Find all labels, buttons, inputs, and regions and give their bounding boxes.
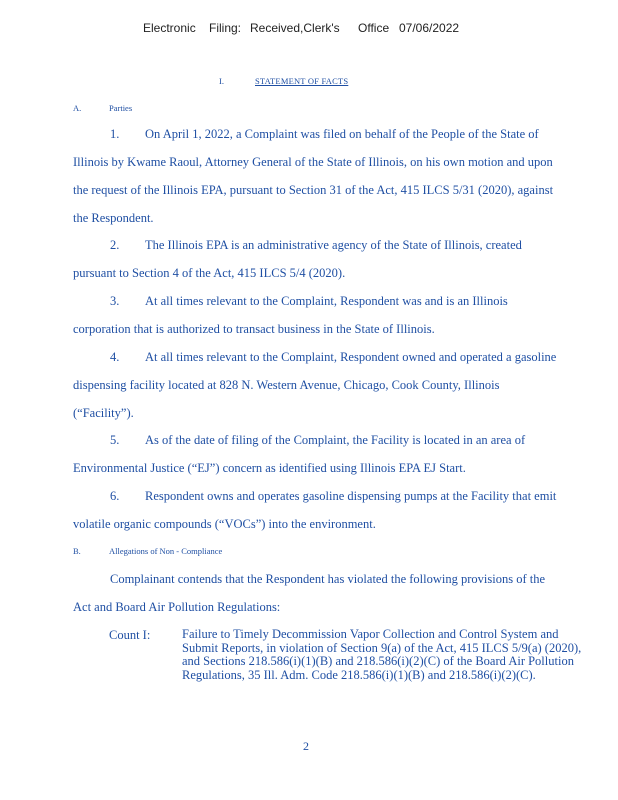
filing-date: 07/06/2022: [399, 21, 460, 35]
paragraph-line: the Respondent.: [73, 211, 154, 225]
page-number: 2: [303, 739, 309, 753]
paragraph-4: [73, 343, 585, 427]
paragraph-line: 3. At all times relevant to the Complaint, Respondent was and is an Illinois: [73, 287, 585, 315]
filing-word-received: Received,Clerk's: [250, 21, 340, 35]
paragraph-6: [73, 482, 585, 538]
paragraph-number: 2.: [110, 238, 120, 252]
paragraph-1: [73, 120, 585, 232]
paragraph-line: 5. As of the date of filing of the Complaint, the Facility is located in an area of: [73, 426, 585, 454]
filing-word-electronic: Electronic: [143, 21, 196, 35]
paragraph-5: [73, 426, 585, 482]
subsection-b-label: Allegations of Non - Compliance: [109, 546, 223, 556]
paragraph-3: [73, 287, 585, 343]
subsection-b-letter: B.: [73, 546, 81, 556]
paragraph-line: 2. The Illinois EPA is an administrative agency of the State of Illinois, created: [73, 231, 585, 259]
paragraph-number: 3.: [110, 294, 120, 308]
filing-word-office: Office: [358, 21, 390, 35]
paragraph-line: volatile organic compounds (“VOCs”) into the environment.: [73, 517, 376, 531]
paragraph-line: Illinois by Kwame Raoul, Attorney General of the State of Illinois, on his own motion and upon: [73, 155, 553, 169]
paragraph-line: (“Facility”).: [73, 406, 134, 420]
filing-word-filing: Filing:: [209, 21, 242, 35]
subsection-a-label: Parties: [109, 103, 133, 113]
paragraph-line: corporation that is authorized to transact business in the State of Illinois.: [73, 322, 435, 336]
filing-stamp-header: [143, 21, 463, 37]
count-label: Count I:: [109, 628, 151, 642]
subsection-a-letter: A.: [73, 103, 82, 113]
paragraph-line: Complainant contends that the Respondent has violated the following provisions of the: [110, 572, 545, 586]
paragraph-number: 5.: [110, 433, 120, 447]
paragraph-line: pursuant to Section 4 of the Act, 415 ILCS 5/4 (2020).: [73, 266, 346, 280]
paragraph-number: 4.: [110, 350, 120, 364]
paragraph-line: Environmental Justice (“EJ”) concern as identified using Illinois EPA EJ Start.: [73, 461, 466, 475]
paragraph-line: the request of the Illinois EPA, pursuant to Section 31 of the Act, 415 ILCS 5/31 (2020), against: [73, 183, 554, 197]
paragraph-line: Act and Board Air Pollution Regulations:: [73, 600, 281, 614]
count-description: Failure to Timely Decommission Vapor Collection and Control System and Submit Reports, in violation of Section 9(a) of the Act, 415 ILCS 5/9(a) (2020), and Sections 218.586(i)(1)(B) and 218.586(i)(2)(C) of the Board Air Pollution Regulations, 35 Ill. Adm. Code 218.586(i)(1)(B) and 218.586(i)(2)(C).: [182, 627, 582, 682]
paragraph-line: 6. Respondent owns and operates gasoline dispensing pumps at the Facility that emit: [73, 482, 585, 510]
paragraph-2: [73, 231, 585, 287]
paragraph-number: 1.: [110, 127, 120, 141]
allegations-intro: [73, 565, 585, 621]
section-title: STATEMENT OF FACTS: [255, 76, 349, 86]
paragraph-line: dispensing facility located at 828 N. Western Avenue, Chicago, Cook County, Illinois: [73, 378, 500, 392]
paragraph-number: 6.: [110, 489, 120, 503]
paragraph-line: 4. At all times relevant to the Complaint, Respondent owned and operated a gasoline: [73, 343, 585, 371]
paragraph-line: 1. On April 1, 2022, a Complaint was filed on behalf of the People of the State of: [73, 120, 585, 148]
section-number: I.: [219, 76, 224, 86]
